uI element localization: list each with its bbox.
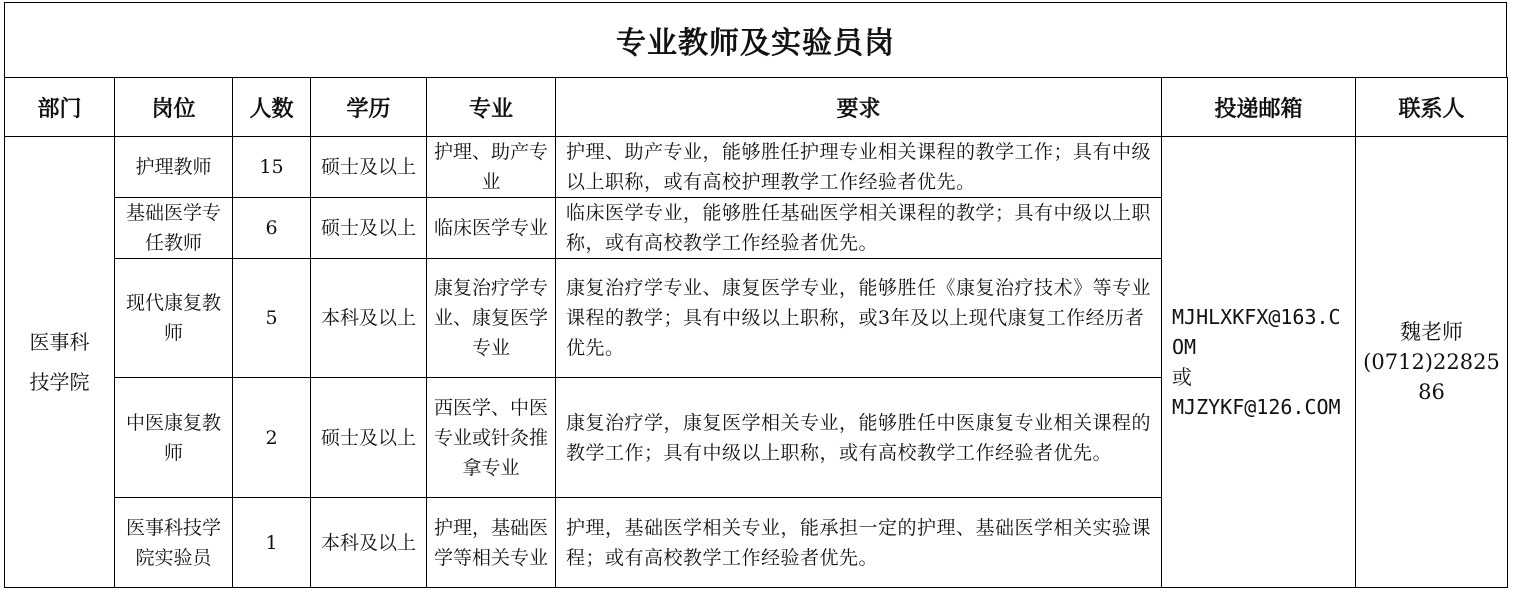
email-secondary[interactable]: MJZYKF@126.COM — [1172, 395, 1341, 419]
header-major: 专业 — [427, 78, 556, 137]
contact-cell — [1356, 137, 1508, 588]
header-education: 学历 — [311, 78, 427, 137]
count-cell: 2 — [233, 378, 311, 498]
requirement-cell: 康复治疗学专业、康复医学专业，能够胜任《康复治疗技术》等专业课程的教学；具有中级以上职称，或3年及以上现代康复工作经历者优先。 — [556, 259, 1162, 378]
position-cell: 基础医学专任教师 — [115, 198, 233, 259]
count-cell: 6 — [233, 198, 311, 259]
count-cell: 1 — [233, 498, 311, 588]
requirement-cell: 临床医学专业，能够胜任基础医学相关课程的教学；具有中级以上职称，或有高校教学工作经验者优先。 — [556, 198, 1162, 259]
major-cell: 护理，基础医学等相关专业 — [427, 498, 556, 588]
positions-table — [4, 77, 1508, 588]
header-email: 投递邮箱 — [1162, 78, 1356, 137]
header-count: 人数 — [233, 78, 311, 137]
recruitment-sheet — [4, 2, 1507, 588]
requirement-cell: 护理，基础医学相关专业，能承担一定的护理、基础医学相关实验课程；或有高校教学工作经验者优先。 — [556, 498, 1162, 588]
table-row — [5, 137, 1508, 198]
major-cell: 临床医学专业 — [427, 198, 556, 259]
count-cell: 5 — [233, 259, 311, 378]
header-contact: 联系人 — [1356, 78, 1508, 137]
requirement-cell: 康复治疗学，康复医学相关专业，能够胜任中医康复专业相关课程的教学工作；具有中级以上职称，或有高校教学工作经验者优先。 — [556, 378, 1162, 498]
header-row — [5, 78, 1508, 137]
header-requirement: 要求 — [556, 78, 1162, 137]
contact-name: 魏老师 — [1400, 320, 1463, 344]
department-cell: 医事科技学院 — [5, 137, 115, 588]
education-cell: 硕士及以上 — [311, 378, 427, 498]
major-cell: 西医学、中医专业或针灸推拿专业 — [427, 378, 556, 498]
requirement-cell: 护理、助产专业，能够胜任护理专业相关课程的教学工作；具有中级以上职称，或有高校护理教学工作经验者优先。 — [556, 137, 1162, 198]
education-cell: 硕士及以上 — [311, 198, 427, 259]
position-cell: 中医康复教师 — [115, 378, 233, 498]
page-title: 专业教师及实验员岗 — [4, 2, 1507, 77]
header-position: 岗位 — [115, 78, 233, 137]
education-cell: 本科及以上 — [311, 498, 427, 588]
contact-phone: (0712)2282586 — [1363, 350, 1500, 404]
count-cell: 15 — [233, 137, 311, 198]
position-cell: 医事科技学院实验员 — [115, 498, 233, 588]
email-or: 或 — [1172, 365, 1192, 389]
email-cell — [1162, 137, 1356, 588]
major-cell: 护理、助产专业 — [427, 137, 556, 198]
email-primary[interactable]: MJHLXKFX@163.COM — [1172, 305, 1341, 359]
education-cell: 本科及以上 — [311, 259, 427, 378]
position-cell: 现代康复教师 — [115, 259, 233, 378]
header-department: 部门 — [5, 78, 115, 137]
education-cell: 硕士及以上 — [311, 137, 427, 198]
position-cell: 护理教师 — [115, 137, 233, 198]
major-cell: 康复治疗学专业、康复医学专业 — [427, 259, 556, 378]
